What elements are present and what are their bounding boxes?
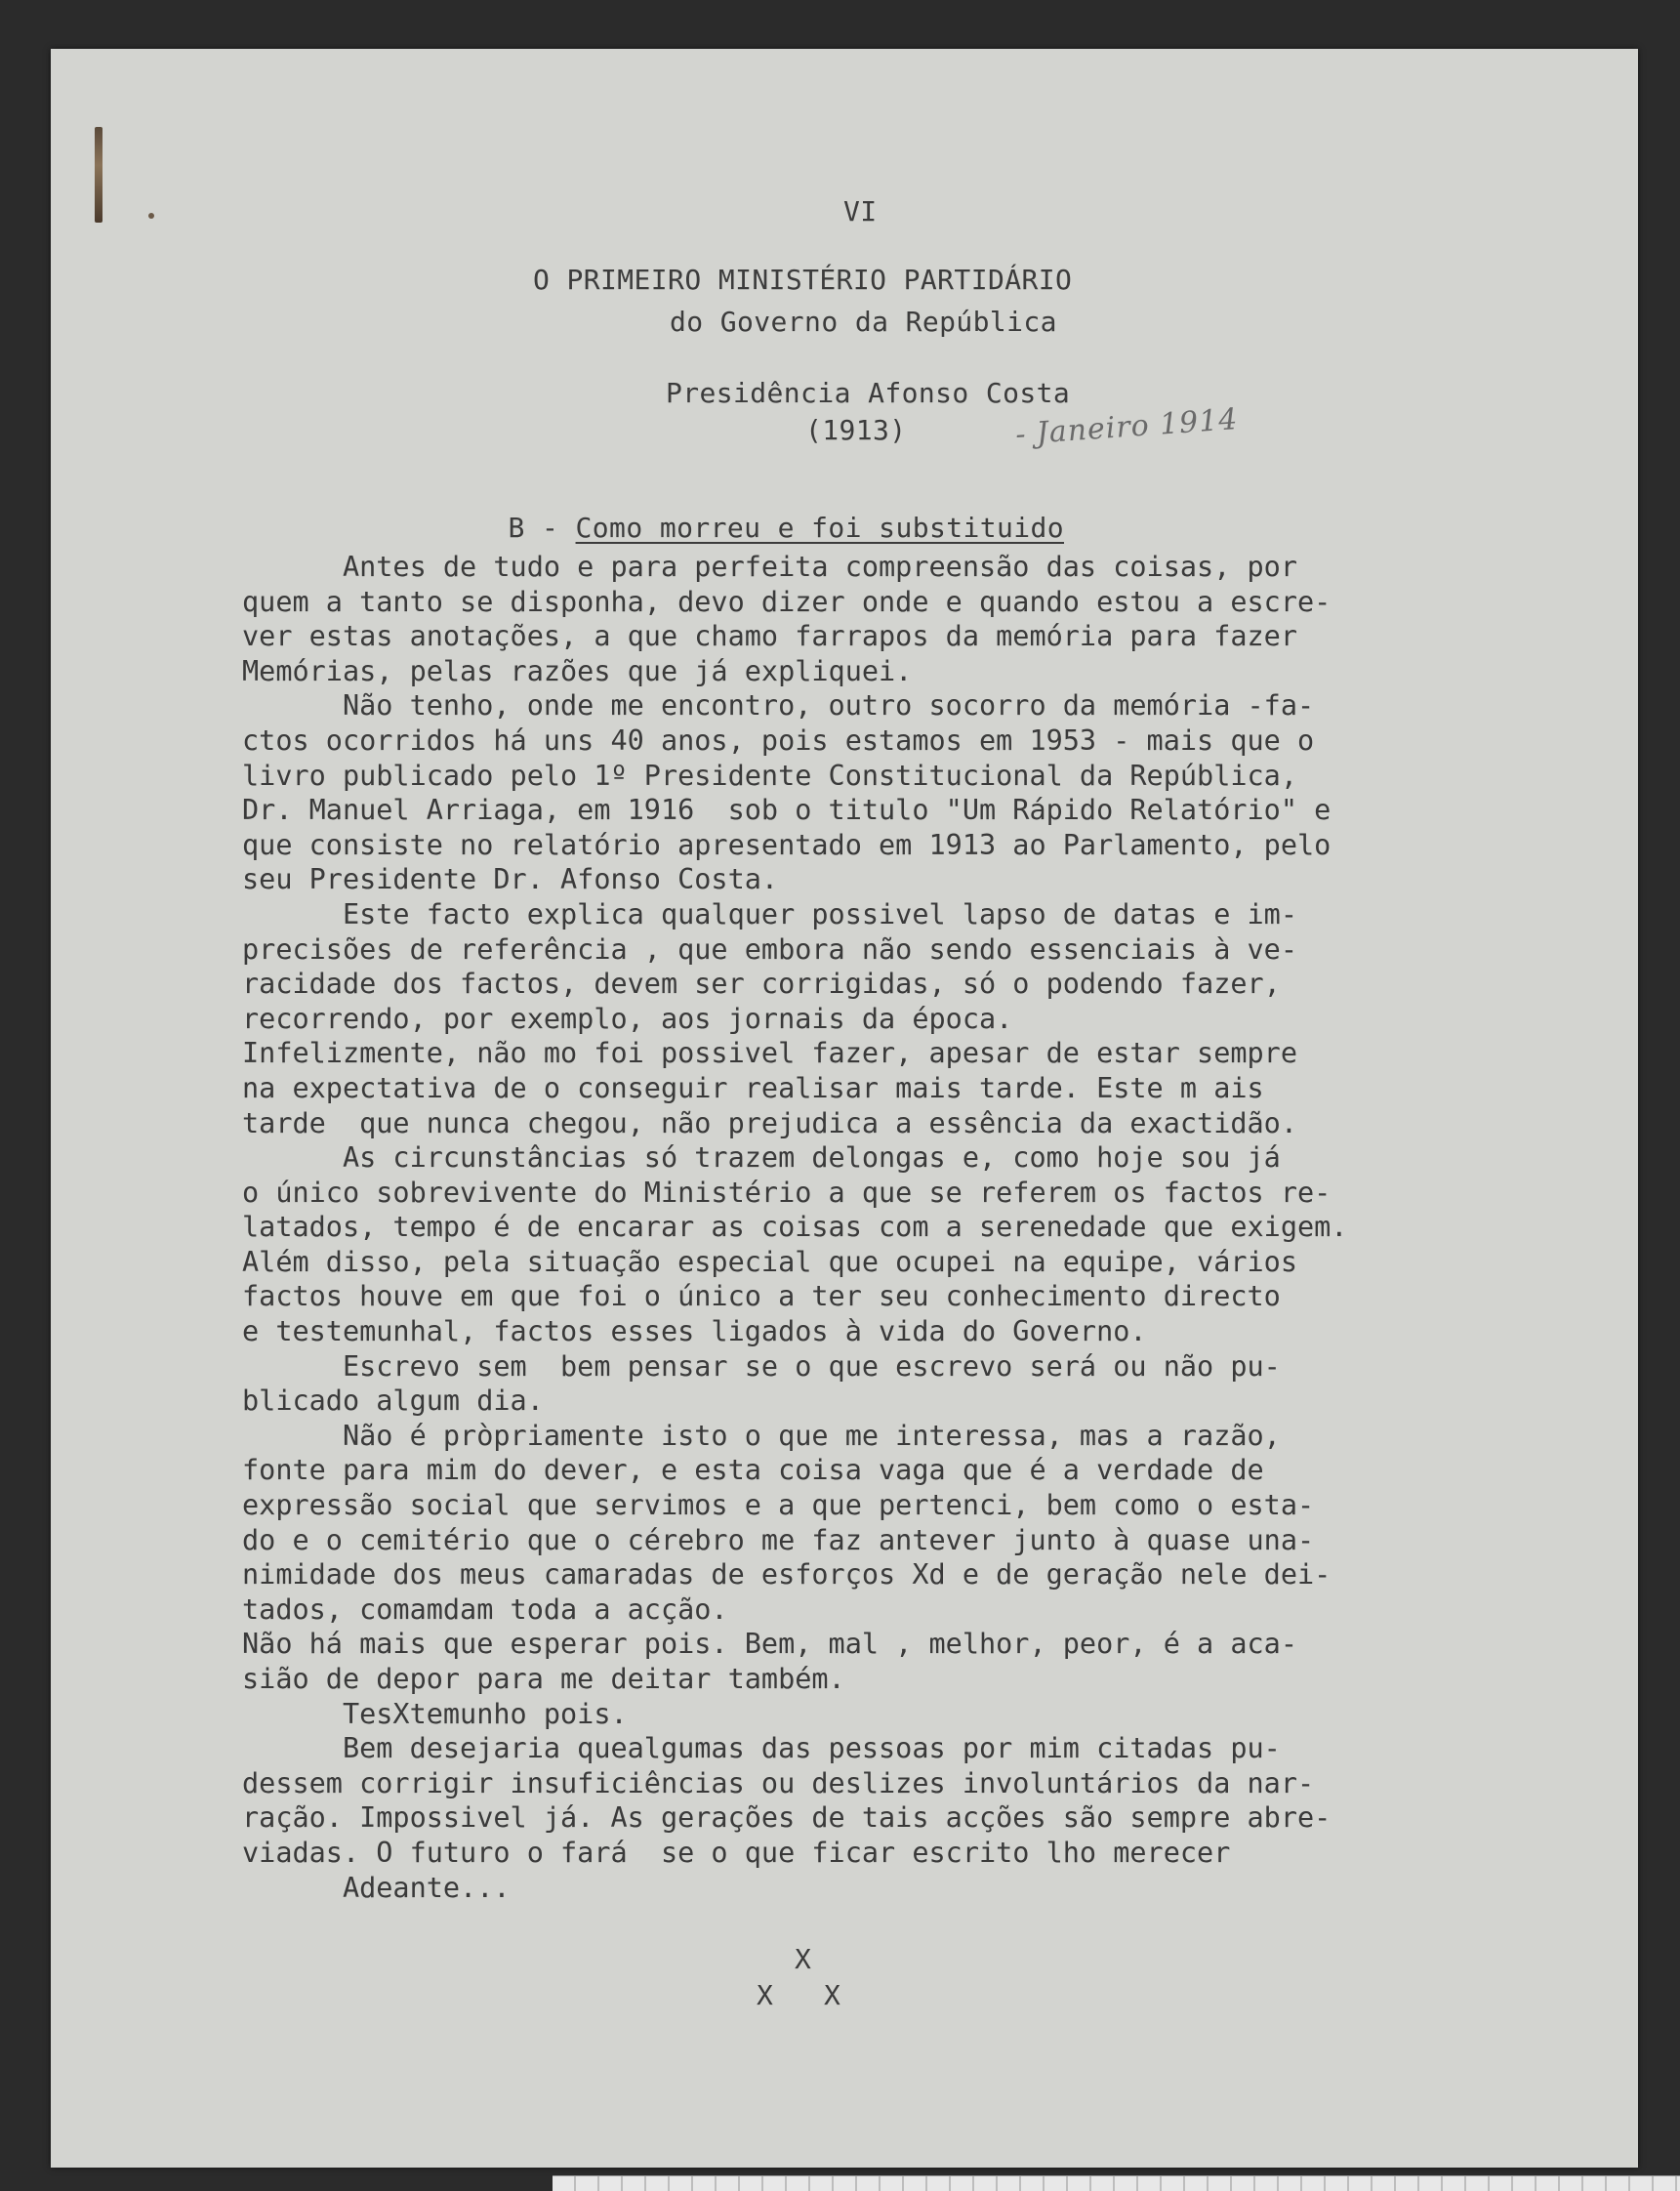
- handwritten-date-note: - Janeiro 1914: [1014, 402, 1240, 452]
- body-text: [242, 550, 1511, 1905]
- body-line: recorrendo, por exemplo, aos jornais da época.: [242, 1002, 1013, 1035]
- body-line: sião de depor para me deitar também.: [242, 1663, 845, 1695]
- section-heading: [474, 479, 1064, 544]
- year-line: (1913): [805, 414, 907, 446]
- body-line: Infelizmente, não mo foi possivel fazer, apesar de estar sempre: [242, 1037, 1297, 1070]
- staple-hole: [148, 213, 154, 219]
- body-line: Não é pròpriamente isto o que me interessa, mas a razão,: [242, 1419, 1281, 1452]
- body-line: ver estas anotações, a que chamo farrapos da memória para fazer: [242, 620, 1297, 653]
- color-scale-strip: [553, 2175, 1680, 2191]
- body-line: e testemunhal, factos esses ligados à vida do Governo.: [242, 1315, 1147, 1348]
- section-prefix: B -: [508, 512, 576, 544]
- body-line: seu Presidente Dr. Afonso Costa.: [242, 863, 779, 896]
- body-line: Além disso, pela situação especial que ocupei na equipe, vários: [242, 1245, 1297, 1278]
- body-line: blicado algum dia.: [242, 1385, 544, 1418]
- body-line: Não tenho, onde me encontro, outro socorro da memória -fa-: [242, 689, 1315, 723]
- body-line: Dr. Manuel Arriaga, em 1916 sob o titulo "Um Rápido Relatório" e: [242, 794, 1332, 827]
- body-line: tados, comamdam toda a acção.: [242, 1592, 728, 1626]
- body-line: ctos ocorridos há uns 40 anos, pois estamos em 1953 - mais que o: [242, 723, 1315, 757]
- body-line: factos houve em que foi o único a ter seu conhecimento directo: [242, 1280, 1281, 1313]
- body-line: que consiste no relatório apresentado em 1913 ao Parlamento, pelo: [242, 828, 1332, 861]
- body-line: nimidade dos meus camaradas de esforços Xd e de geração nele dei-: [242, 1558, 1332, 1592]
- section-title: Como morreu e foi substituido: [575, 512, 1065, 544]
- body-line: Este facto explica qualquer possivel lapso de datas e im-: [242, 897, 1297, 930]
- body-line: Não há mais que esperar pois. Bem, mal , melhor, peor, é a aca-: [242, 1628, 1297, 1661]
- title-line-1: O PRIMEIRO MINISTÉRIO PARTIDÁRIO: [533, 264, 1073, 296]
- body-line: fonte para mim do dever, e esta coisa vaga que é a verdade de: [242, 1454, 1264, 1487]
- body-line: o único sobrevivente do Ministério a que se referem os factos re-: [242, 1176, 1332, 1209]
- body-line: tarde que nunca chegou, não prejudica a essência da exactidão.: [242, 1106, 1297, 1139]
- body-line: do e o cemitério que o cérebro me faz antever junto à quase una-: [242, 1523, 1315, 1556]
- body-line: Memórias, pelas razões que já expliquei.: [242, 654, 913, 687]
- body-line: expressão social que servimos e a que pertenci, bem como o esta-: [242, 1489, 1315, 1522]
- separator-top: X: [795, 1943, 812, 1975]
- body-line: As circunstâncias só trazem delongas e, como hoje sou já: [242, 1141, 1281, 1175]
- chapter-number: VI: [843, 195, 878, 227]
- body-line: Adeante...: [242, 1871, 511, 1904]
- body-line: Bem desejaria quealgumas das pessoas por mim citadas pu-: [242, 1732, 1281, 1765]
- body-line: latados, tempo é de encarar as coisas com a serenedade que exigem.: [242, 1211, 1348, 1244]
- body-line: racidade dos factos, devem ser corrigidas, só o podendo fazer,: [242, 968, 1281, 1001]
- body-line: Escrevo sem bem pensar se o que escrevo será ou não pu-: [242, 1349, 1281, 1383]
- title-line-2: do Governo da República: [670, 306, 1057, 338]
- body-line: precisões de referência , que embora não sendo essenciais à ve-: [242, 932, 1297, 966]
- staple-mark: [95, 127, 102, 223]
- body-line: quem a tanto se disponha, devo dizer onde e quando estou a escre-: [242, 585, 1332, 618]
- body-line: ração. Impossivel já. As gerações de tais acções são sempre abre-: [242, 1801, 1332, 1835]
- body-line: viadas. O futuro o fará se o que ficar escrito lho merecer: [242, 1836, 1231, 1869]
- presidency-line: Presidência Afonso Costa: [666, 377, 1071, 409]
- body-line: livro publicado pelo 1º Presidente Constitucional da República,: [242, 759, 1297, 792]
- body-line: na expectativa de o conseguir realisar mais tarde. Este m ais: [242, 1071, 1264, 1104]
- body-line: dessem corrigir insuficiências ou deslizes involuntários da nar-: [242, 1766, 1315, 1799]
- body-line: TesXtemunho pois.: [242, 1697, 628, 1730]
- separator-bottom: X X: [757, 1979, 841, 2011]
- body-line: Antes de tudo e para perfeita compreensão das coisas, por: [242, 551, 1297, 583]
